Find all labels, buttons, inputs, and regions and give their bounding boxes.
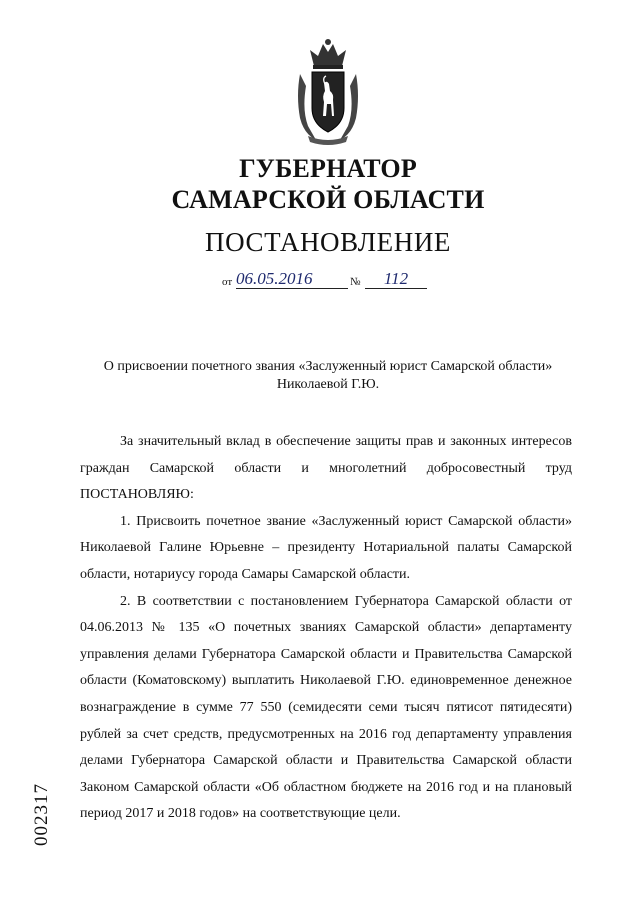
document-number: 112 bbox=[365, 270, 427, 289]
title-line-1: О присвоении почетного звания «Заслуженный юрист Самарской области» bbox=[103, 359, 553, 374]
registration-stamp: 002317 bbox=[31, 783, 52, 847]
title-line-2: Николаевой Г.Ю. bbox=[276, 377, 380, 392]
document-date: 06.05.2016 bbox=[236, 270, 348, 289]
number-label: № bbox=[350, 276, 361, 288]
authority-region: САМАРСКОЙ ОБЛАСТИ bbox=[171, 185, 485, 214]
body-paragraph: 2. В соответствии с постановлением Губернатора Самарской области от 04.06.2013 № 135 «О почетных званиях Самарской области» департаменту управления делами Губернатора Самарской области и Правительства Самарской области (Коматовскому) выплатить Николаевой Г.Ю. единовременное денежное вознаграждение в сумме 77 550 (семидесяти семи тысяч пятисот пятидесяти) рублей за счет средств, предусмотренных на 2016 год департаменту управления делами Губернатора Самарской области и Правительства Самарской области Законом Самарской области «Об областном бюджете на 2016 год и на плановый период 2017 и 2018 годов» на соответствующие цели. bbox=[80, 593, 572, 822]
document-type: ПОСТАНОВЛЕНИЕ bbox=[204, 227, 452, 257]
authority-title: ГУБЕРНАТОР bbox=[239, 154, 417, 183]
document-title bbox=[60, 358, 596, 394]
from-label: от bbox=[222, 276, 233, 288]
samara-coat-of-arms-icon bbox=[294, 36, 362, 146]
body-paragraph: 1. Присвоить почетное звание «Заслуженный юрист Самарской области» Николаевой Галине Юрьевне – президенту Нотариальной палаты Самарской области, нотариусу города Самары Самарской области. bbox=[80, 513, 572, 582]
date-number-line bbox=[222, 270, 442, 290]
body-paragraph: За значительный вклад в обеспечение защиты прав и законных интересов граждан Самарской области и многолетний добросовестный труд ПОСТАНОВЛЯЮ: bbox=[80, 434, 572, 503]
document-body bbox=[80, 429, 572, 828]
